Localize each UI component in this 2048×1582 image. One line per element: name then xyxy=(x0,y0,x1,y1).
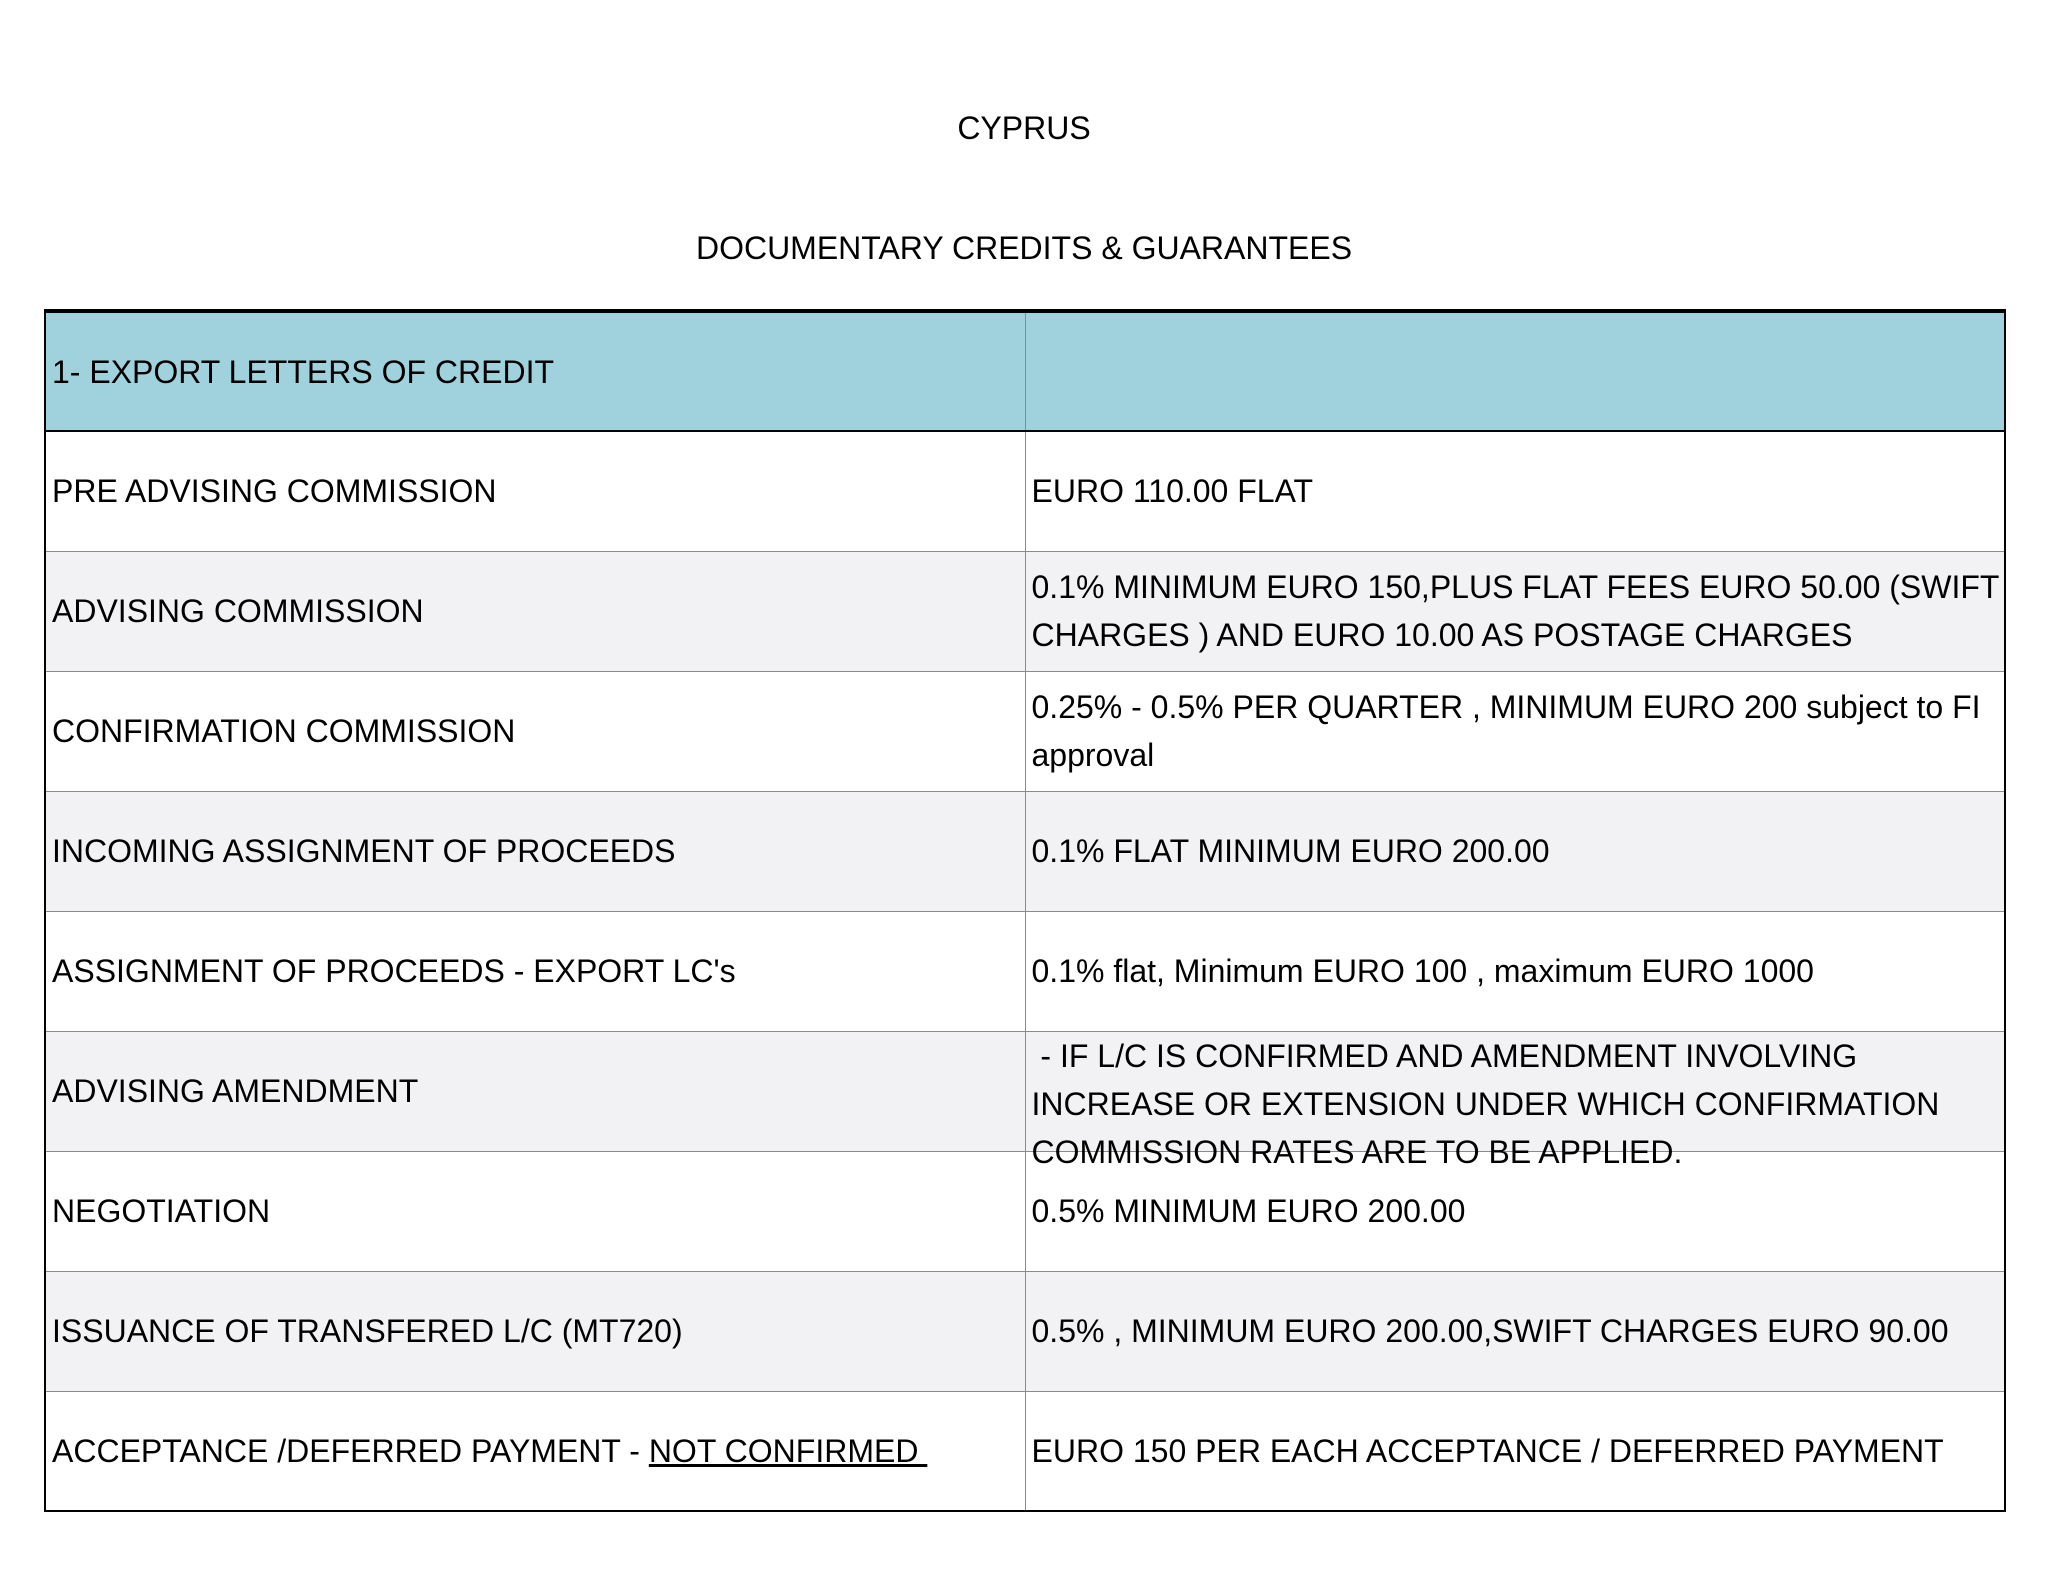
fee-value xyxy=(1025,671,2005,791)
fee-table xyxy=(44,309,2006,1512)
table-row xyxy=(45,431,2005,551)
fee-item: INCOMING ASSIGNMENT OF PROCEEDS xyxy=(45,791,1025,911)
fee-item: ADVISING AMENDMENT xyxy=(45,1031,1025,1151)
country-title: CYPRUS xyxy=(957,110,1091,146)
fee-value: 0.1% FLAT MINIMUM EURO 200.00 xyxy=(1025,791,2005,911)
fee-item: PRE ADVISING COMMISSION xyxy=(45,431,1025,551)
table-row xyxy=(45,1151,2005,1271)
fee-value-text: 0.25% - 0.5% PER QUARTER , MINIMUM EURO 200 subject to FI approval xyxy=(1031,689,1981,773)
table-row xyxy=(45,1031,2005,1151)
fee-item: NEGOTIATION xyxy=(45,1151,1025,1271)
table-row xyxy=(45,1271,2005,1391)
fee-value: 0.5% , MINIMUM EURO 200.00,SWIFT CHARGES EURO 90.00 xyxy=(1025,1271,2005,1391)
fee-value: EURO 110.00 FLAT xyxy=(1025,431,2005,551)
table-heading: 1- EXPORT LETTERS OF CREDIT xyxy=(45,311,1025,431)
table-row xyxy=(45,551,2005,671)
fee-item: CONFIRMATION COMMISSION xyxy=(45,671,1025,791)
section-title: DOCUMENTARY CREDITS & GUARANTEES xyxy=(695,230,1353,266)
fee-item xyxy=(45,1391,1025,1511)
table-header-row xyxy=(45,311,2005,431)
fee-item: ADVISING COMMISSION xyxy=(45,551,1025,671)
fee-value: 0.1% flat, Minimum EURO 100 , maximum EURO 1000 xyxy=(1025,911,2005,1031)
fee-value xyxy=(1025,551,2005,671)
fee-value: 0.5% MINIMUM EURO 200.00 xyxy=(1025,1151,2005,1271)
fee-value-text: - IF L/C IS CONFIRMED AND AMENDMENT INVOLVING INCREASE OR EXTENSION UNDER WHICH CONFIRMATION COMMISSION RATES ARE TO BE APPLIED. xyxy=(1031,1038,1949,1170)
table-row xyxy=(45,791,2005,911)
table-row xyxy=(45,911,2005,1031)
fee-item: ASSIGNMENT OF PROCEEDS - EXPORT LC's xyxy=(45,911,1025,1031)
fee-item-underlined: NOT CONFIRMED xyxy=(648,1432,928,1469)
table-row xyxy=(45,671,2005,791)
fee-value: EURO 150 PER EACH ACCEPTANCE / DEFERRED PAYMENT xyxy=(1025,1391,2005,1511)
table-row xyxy=(45,1391,2005,1511)
fee-value xyxy=(1025,1031,2005,1170)
fee-value-text: 0.1% MINIMUM EURO 150,PLUS FLAT FEES EURO 50.00 (SWIFT CHARGES ) AND EURO 10.00 AS POSTAGE CHARGES xyxy=(1031,569,1999,653)
fee-item: ISSUANCE OF TRANSFERED L/C (MT720) xyxy=(45,1271,1025,1391)
fee-item-prefix: ACCEPTANCE /DEFERRED PAYMENT - xyxy=(52,1432,649,1469)
table-heading-value xyxy=(1025,311,2005,431)
